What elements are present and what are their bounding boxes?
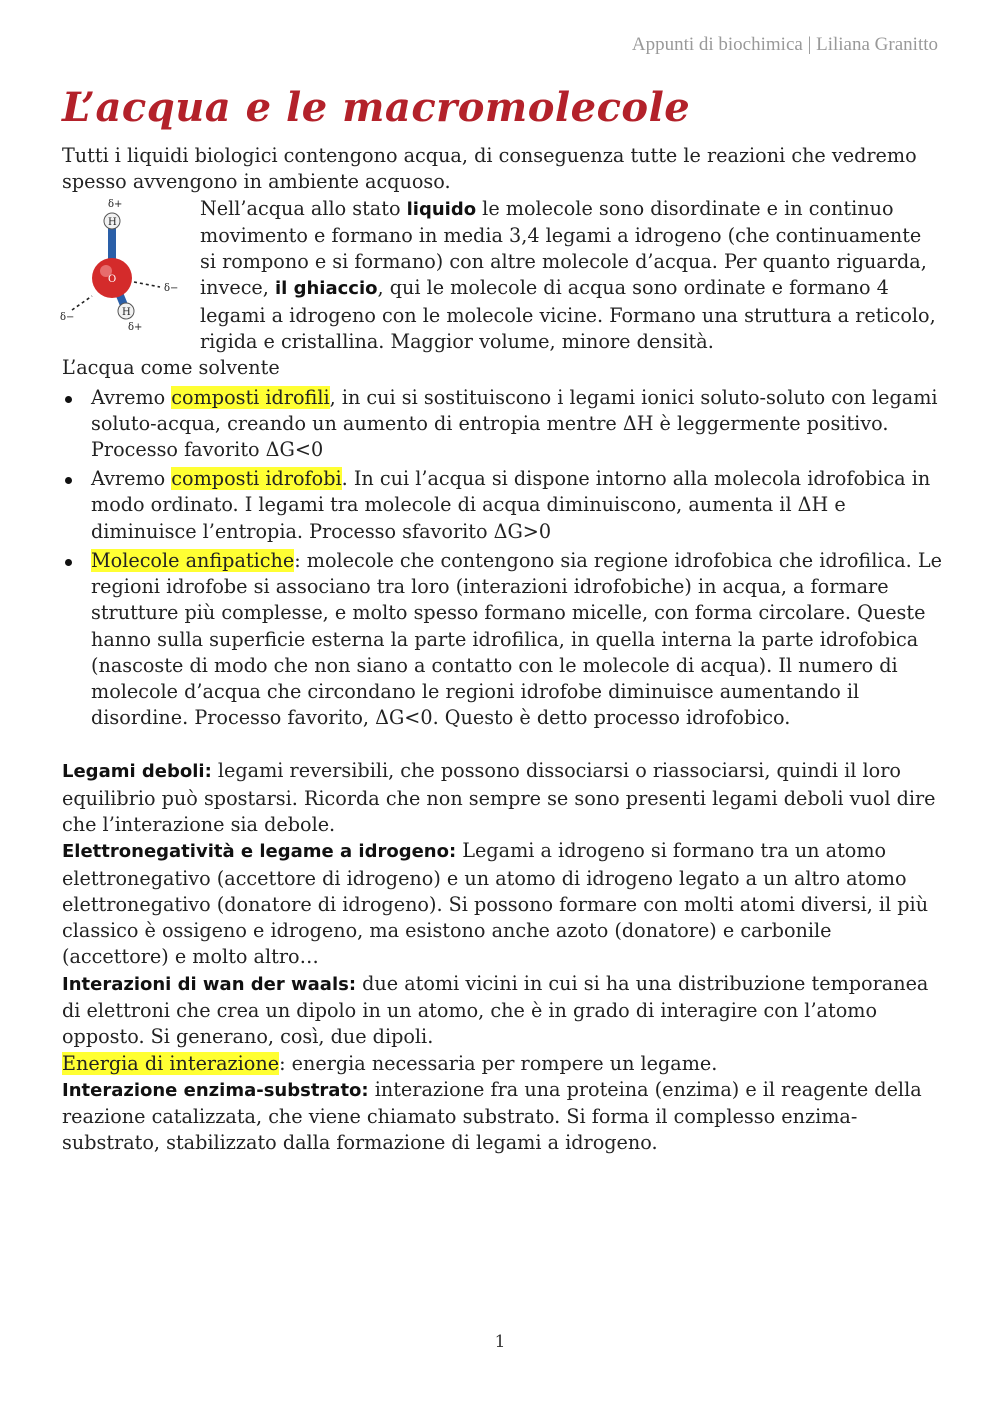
page-header: Appunti di biochimica | Liliana Granitto <box>631 34 938 55</box>
definition-term: Legami deboli: <box>62 761 212 783</box>
delta-minus-right-label: δ− <box>164 282 179 294</box>
bullet-dot-icon <box>65 477 72 484</box>
definition-energy: Energia di interazione: energia necessaria per rompere un legame. <box>62 1051 718 1075</box>
definition-enzyme-substrate: Interazione enzima-substrato: interazione fra una proteina (enzima) e il reagente della reazione catalizzata, che viene chiamato substrato. Si forma il complesso enzima-substrato, stabilizzato dalla formazione di legami a idrogeno. <box>62 1077 922 1155</box>
intro-paragraph: Tutti i liquidi biologici contengono acqua, di conseguenza tutte le reazioni che vedremo spesso avvengono in ambiente acquoso. <box>62 144 917 194</box>
highlighted-term: Energia di interazione <box>62 1051 280 1075</box>
water-states-paragraph: Nell’acqua allo stato liquido le molecole sono disordinate e in continuo movimento e formano in media 3,4 legami a idrogeno (che continuamente si rompono e si formano) con altre molecole d’acqua. Per quanto riguarda, invece, il ghiaccio, qui le molecole di acqua sono ordinate e formano 4 legami a idrogeno con le molecole vicine. Formano una struttura a reticolo, rigida e cristallina. Maggior volume, minore densità. <box>200 196 936 354</box>
highlighted-term: composti idrofobi <box>171 467 342 491</box>
definition-weak-bonds: Legami deboli: legami reversibili, che possono dissociarsi o riassociarsi, quindi il loro equilibrio può spostarsi. Ricorda che non sempre se sono presenti legami deboli vuol dire che l’interazione sia debole. <box>62 759 936 836</box>
bullet-dot-icon <box>65 559 72 566</box>
oxygen-label: O <box>108 273 117 285</box>
highlighted-term: Molecole anfipatiche <box>91 548 295 572</box>
hydrogen-top-label: H <box>108 216 117 228</box>
list-item: Avremo composti idrofili, in cui si sostituiscono i legami ionici soluto-soluto con legami soluto-acqua, creando un aumento di entropia mentre ΔH è leggermente positivo. Processo favorito ΔG<0 <box>62 385 942 464</box>
solvent-heading: L’acqua come solvente <box>62 356 280 380</box>
page-number: 1 <box>494 1332 506 1352</box>
definition-van-der-waals: Interazioni di wan der waals: due atomi vicini in cui si ha una distribuzione temporanea di elettroni che crea un dipolo in un atomo, che è in grado di interagire con l’atomo opposto. Si generano, così, due dipoli. <box>62 971 929 1049</box>
list-item: Molecole anfipatiche: molecole che contengono sia regione idrofobica che idrofilica. Le regioni idrofobe si associano tra loro (interazioni idrofobiche) in acqua, a formare strutture più complesse, e molto spesso formano micelle, con forma circolare. Queste hanno sulla superficie esterna la parte idrofilica, in quella interna la parte idrofobica (nascoste di modo che non siano a contatto con le molecole di acqua). Il numero di molecole d’acqua che circondano le regioni idrofobe diminuisce aumentando il disordine. Processo favorito, ΔG<0. Questo è detto processo idrofobico. <box>62 548 942 731</box>
hydrogen-bottom-label: H <box>122 306 131 318</box>
list-item: Avremo composti idrofobi. In cui l’acqua si dispone intorno alla molecola idrofobica in modo ordinato. I legami tra molecole di acqua diminuiscono, aumenta il ΔH e diminuisce l’entropia. Processo sfavorito ΔG>0 <box>62 466 942 545</box>
definition-term: Interazione enzima-substrato: <box>62 1079 369 1101</box>
page-title: L’acqua e le macromolecole <box>62 84 691 131</box>
delta-minus-left-label: δ− <box>60 311 75 323</box>
solvent-bullet-list <box>62 385 942 732</box>
water-molecule-diagram <box>58 198 190 332</box>
definition-hydrogen-bond: Elettronegatività e legame a idrogeno: Legami a idrogeno si formano tra un atomo elettronegativo (accettore di idrogeno) e un atomo di idrogeno legato a un altro atomo elettronegativo (donatore di idrogeno). Si possono formare con molti atomi diversi, il più classico è ossigeno e idrogeno, ma esistono anche azoto (donatore) e carbonile (accettore) e molto altro… <box>62 839 929 969</box>
liquid-keyword: liquido <box>406 198 477 220</box>
delta-plus-bottom-label: δ+ <box>128 321 143 332</box>
definition-term: Elettronegatività e legame a idrogeno: <box>62 841 457 863</box>
page-content <box>62 143 942 1157</box>
ice-keyword: il ghiaccio <box>275 278 378 300</box>
bullet-dot-icon <box>65 396 72 403</box>
delta-plus-top-label: δ+ <box>108 198 123 210</box>
highlighted-term: composti idrofili <box>171 385 330 409</box>
definition-term: Interazioni di wan der waals: <box>62 973 357 995</box>
